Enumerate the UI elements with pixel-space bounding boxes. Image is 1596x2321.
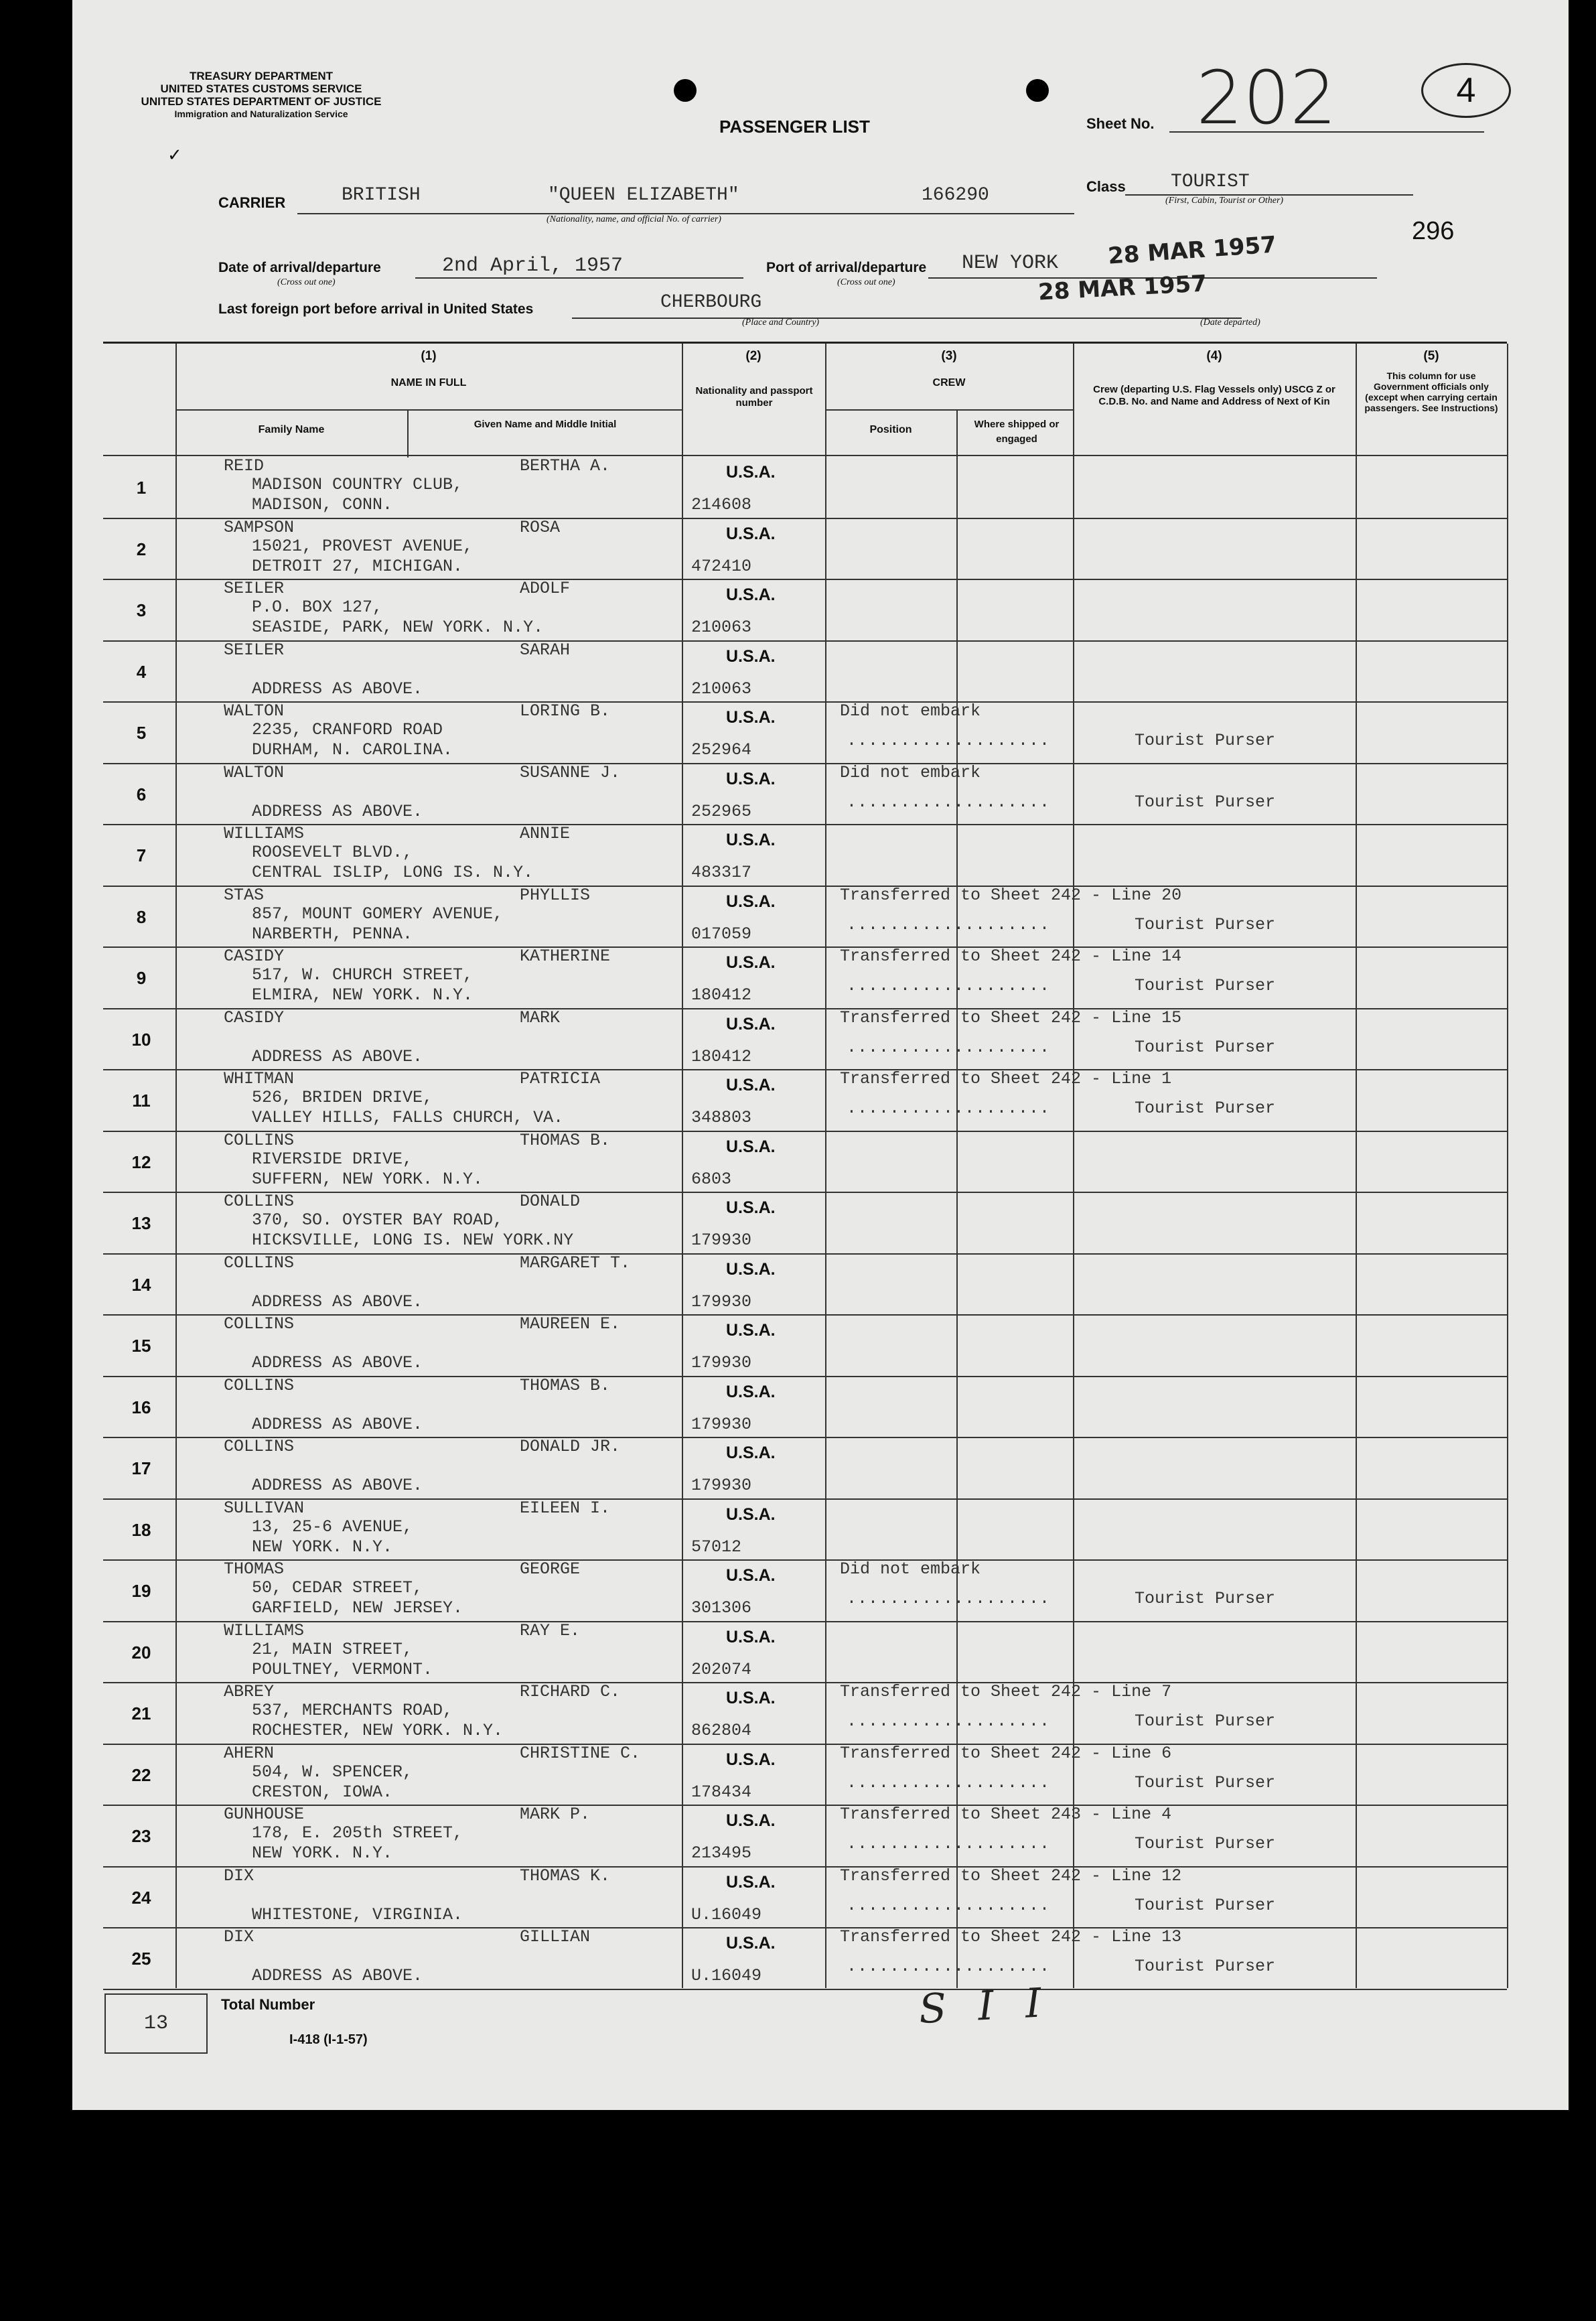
address-line: P.O. BOX 127, [252,597,383,617]
passport-number: 252964 [691,740,752,760]
sheet-number: 202 [1196,55,1337,141]
last-port-label: Last foreign port before arrival in United States [218,301,534,317]
nationality: U.S.A. [726,1811,776,1830]
address-line: NEW YORK. N.Y. [252,1843,393,1863]
passport-number: 301306 [691,1598,752,1618]
carrier-number: 166290 [922,185,989,206]
line-number: 21 [131,1703,151,1724]
nationality: U.S.A. [726,1750,776,1769]
address-line: NEW YORK. N.Y. [252,1537,393,1557]
signature: S I I [918,1979,1052,2034]
family-name: COLLINS [224,1437,295,1456]
table-row [103,456,1507,519]
table-row [103,1866,1507,1929]
family-name: GUNHOUSE [224,1805,305,1824]
port-caption: (Cross out one) [837,277,895,287]
address-line: 50, CEDAR STREET, [252,1578,423,1598]
col-header: This column for use Government officials only (except when carrying certain passengers. See Instructions) [1364,370,1498,413]
address-line: DURHAM, N. CAROLINA. [252,740,453,760]
family-name: SULLIVAN [224,1498,305,1518]
line-number: 22 [131,1764,151,1785]
family-name: SEILER [224,579,285,598]
purser-note: Tourist Purser [1135,1957,1276,1976]
family-name: WHITMAN [224,1069,295,1088]
form-number: I-418 (I-1-57) [289,2032,368,2047]
agency-line: UNITED STATES CUSTOMS SERVICE [160,82,362,95]
given-name: EILEEN I. [520,1498,611,1518]
given-name: DONALD JR. [520,1437,621,1456]
passport-number: 180412 [691,985,752,1005]
line-number: 8 [136,906,147,927]
line-number: 4 [136,661,147,682]
passport-number: 210063 [691,679,752,699]
family-name: WALTON [224,762,285,782]
line-number: 20 [131,1642,151,1663]
given-name: PHYLLIS [520,885,591,905]
dotted-leader: ................... [847,1099,1051,1118]
given-name: ANNIE [520,824,571,843]
nationality: U.S.A. [726,524,776,543]
col-header: Given Name and Middle Initial [474,419,617,430]
given-name: MARK P. [520,1805,591,1824]
agency-line: TREASURY DEPARTMENT [189,70,334,82]
family-name: WILLIAMS [224,1620,305,1640]
line-number: 2 [136,539,147,559]
given-name: SUSANNE J. [520,762,621,782]
address-line: 13, 25-6 AVENUE, [252,1517,413,1537]
dotted-leader: ................... [847,1834,1051,1853]
given-name: GILLIAN [520,1927,591,1947]
crew-note: Transferred to Sheet 243 - Line 4 [840,1805,1172,1824]
family-name: COLLINS [224,1130,295,1150]
passport-number: U.16049 [691,1904,762,1924]
passport-number: 483317 [691,863,752,882]
address-line: HICKSVILLE, LONG IS. NEW YORK.NY [252,1230,574,1250]
table-row [103,1927,1507,1990]
crew-note: Did not embark [840,762,981,782]
nationality: U.S.A. [726,1321,776,1340]
passport-number: 214608 [691,495,752,514]
table-row [103,1559,1507,1622]
table-row [103,886,1507,948]
family-name: CASIDY [224,1007,285,1028]
total-label: Total Number [221,1996,315,2013]
address-line: CENTRAL ISLIP, LONG IS. N.Y. [252,863,534,882]
crew-note: Transferred to Sheet 242 - Line 20 [840,885,1182,905]
line-number: 15 [131,1336,151,1356]
crew-note: Transferred to Sheet 242 - Line 13 [840,1927,1182,1947]
nationality: U.S.A. [726,1504,776,1524]
table-row [103,1621,1507,1684]
purser-note: Tourist Purser [1135,1895,1276,1915]
given-name: KATHERINE [520,946,611,966]
family-name: CASIDY [224,946,285,966]
given-name: THOMAS K. [520,1866,611,1886]
address-line: CRESTON, IOWA. [252,1782,393,1802]
nationality: U.S.A. [726,1382,776,1401]
address-line: WHITESTONE, VIRGINIA. [252,1904,463,1924]
punch-hole [1026,79,1049,102]
passport-number: 472410 [691,556,752,576]
last-port-caption: (Place and Country) [742,318,820,328]
address-line: 537, MERCHANTS ROAD, [252,1701,453,1720]
passport-number: 202074 [691,1659,752,1679]
table-row [103,579,1507,642]
dotted-leader: ................... [847,1957,1051,1976]
class-label: Class [1086,178,1126,195]
dotted-leader: ................... [847,731,1051,750]
purser-note: Tourist Purser [1135,1834,1276,1853]
purser-note: Tourist Purser [1135,1099,1276,1118]
address-line: MADISON, CONN. [252,495,393,514]
col-header: Crew (departing U.S. Flag Vessels only) USCG Z or C.D.B. No. and Name and Address of Next of Kin [1093,384,1335,407]
passport-number: 180412 [691,1046,752,1066]
purser-note: Tourist Purser [1135,914,1276,934]
family-name: REID [224,456,265,476]
line-number: 6 [136,784,147,804]
crew-note: Transferred to Sheet 242 - Line 1 [840,1069,1172,1088]
dotted-leader: ................... [847,1895,1051,1915]
address-line: ADDRESS AS ABOVE. [252,679,423,699]
col-header: Where shipped or engaged [974,419,1060,445]
purser-note: Tourist Purser [1135,792,1276,812]
passport-number: 178434 [691,1782,752,1802]
family-name: COLLINS [224,1192,295,1211]
address-line: GARFIELD, NEW JERSEY. [252,1598,463,1618]
family-name: DIX [224,1866,255,1886]
date-stamp: 28 MAR 1957 [1106,231,1278,270]
divider [825,409,1073,411]
family-name: WILLIAMS [224,824,305,843]
address-line: POULTNEY, VERMONT. [252,1659,433,1679]
date-value: 2nd April, 1957 [442,255,624,277]
purser-note: Tourist Purser [1135,976,1276,995]
nationality: U.S.A. [726,1198,776,1217]
date-stamp: 28 MAR 1957 [1037,270,1208,306]
total-value: 13 [143,2012,168,2035]
family-name: COLLINS [224,1375,295,1395]
family-name: COLLINS [224,1314,295,1334]
last-port-underline [572,318,1242,319]
line-number: 9 [136,968,147,988]
passport-number: 179930 [691,1353,752,1373]
carrier-label: CARRIER [218,194,286,211]
nationality: U.S.A. [726,953,776,972]
check-mark: ✓ [167,145,182,165]
address-line: ADDRESS AS ABOVE. [252,1414,423,1434]
given-name: LORING B. [520,701,611,721]
passport-number: 179930 [691,1230,752,1250]
line-number: 24 [131,1887,151,1908]
given-name: ROSA [520,517,561,537]
dotted-leader: ................... [847,914,1051,934]
col-header: Family Name [258,424,325,435]
line-number: 3 [136,600,147,620]
table-row [103,1069,1507,1132]
purser-note: Tourist Purser [1135,731,1276,750]
dotted-leader: ................... [847,1589,1051,1608]
date-departed-caption: (Date departed) [1200,318,1260,328]
sheet-label: Sheet No. [1086,115,1155,132]
col-header: (4) [1206,349,1222,363]
family-name: SEILER [224,640,285,660]
crew-note: Transferred to Sheet 242 - Line 12 [840,1866,1182,1886]
address-line: DETROIT 27, MICHIGAN. [252,556,463,576]
nationality: U.S.A. [726,585,776,604]
line-number: 14 [131,1274,151,1295]
nationality: U.S.A. [726,1627,776,1646]
nationality: U.S.A. [726,892,776,911]
given-name: BERTHA A. [520,456,611,476]
punch-hole [674,79,697,102]
side-number: 296 [1412,217,1455,245]
family-name: COLLINS [224,1253,295,1273]
line-number: 5 [136,723,147,743]
nationality: U.S.A. [726,1444,776,1462]
date-caption: (Cross out one) [277,277,336,287]
passport-number: 179930 [691,1476,752,1495]
passport-number: 213495 [691,1843,752,1863]
dotted-leader: ................... [847,1772,1051,1792]
agency-line: Immigration and Naturalization Service [174,109,348,119]
line-number: 13 [131,1213,151,1233]
given-name: SARAH [520,640,571,660]
table-row [103,1253,1507,1316]
col-header: NAME IN FULL [390,377,467,389]
table-row [103,701,1507,764]
crew-note: Transferred to Sheet 242 - Line 6 [840,1743,1172,1763]
address-line: 857, MOUNT GOMERY AVENUE, [252,904,504,924]
address-line: 21, MAIN STREET, [252,1639,413,1659]
circled-number: 4 [1421,63,1511,118]
col-header: (2) [745,349,761,363]
line-number: 25 [131,1949,151,1969]
address-line: 504, W. SPENCER, [252,1762,413,1782]
passenger-table [103,342,1507,1988]
purser-note: Tourist Purser [1135,1772,1276,1792]
address-line: ROOSEVELT BLVD., [252,843,413,862]
given-name: THOMAS B. [520,1130,611,1150]
table-row [103,1376,1507,1439]
line-number: 16 [131,1397,151,1417]
nationality: U.S.A. [726,708,776,727]
given-name: ADOLF [520,579,571,598]
line-number: 17 [131,1458,151,1478]
dotted-leader: ................... [847,1037,1051,1057]
table-row [103,1682,1507,1745]
col-header: (3) [941,349,957,363]
given-name: CHRISTINE C. [520,1743,641,1763]
address-line: 178, E. 205th STREET, [252,1823,463,1843]
address-line: 526, BRIDEN DRIVE, [252,1088,433,1107]
agency-block [121,70,402,121]
col-header: CREW [932,377,966,389]
nationality: U.S.A. [726,831,776,849]
address-line: ADDRESS AS ABOVE. [252,1046,423,1066]
crew-note: Transferred to Sheet 242 - Line 15 [840,1007,1182,1028]
address-line: ELMIRA, NEW YORK. N.Y. [252,985,474,1005]
given-name: THOMAS B. [520,1375,611,1395]
line-number: 23 [131,1826,151,1846]
address-line: SUFFERN, NEW YORK. N.Y. [252,1169,484,1189]
nationality: U.S.A. [726,769,776,788]
nationality: U.S.A. [726,646,776,666]
divider [175,409,682,411]
given-name: MARK [520,1007,561,1028]
address-line: ADDRESS AS ABOVE. [252,801,423,821]
col-header: Position [869,424,912,435]
carrier-caption: (Nationality, name, and official No. of carrier) [547,214,721,224]
address-line: SEASIDE, PARK, NEW YORK. N.Y. [252,618,544,637]
table-row [103,640,1507,703]
nationality: U.S.A. [726,1137,776,1156]
carrier-name: "QUEEN ELIZABETH" [548,185,739,206]
crew-note: Transferred to Sheet 242 - Line 7 [840,1682,1172,1701]
table-row [103,1744,1507,1807]
family-name: WALTON [224,701,285,721]
class-caption: (First, Cabin, Tourist or Other) [1165,196,1284,206]
purser-note: Tourist Purser [1135,1711,1276,1731]
table-row [103,946,1507,1009]
last-port-value: CHERBOURG [660,292,762,313]
passport-number: U.16049 [691,1966,762,1985]
crew-note: Transferred to Sheet 242 - Line 14 [840,946,1182,966]
col-header: (5) [1423,349,1439,363]
family-name: AHERN [224,1743,275,1763]
nationality: U.S.A. [726,1934,776,1953]
passport-number: 179930 [691,1291,752,1312]
line-number: 10 [131,1029,151,1050]
purser-note: Tourist Purser [1135,1037,1276,1057]
passport-number: 210063 [691,618,752,637]
address-line: ADDRESS AS ABOVE. [252,1353,423,1373]
address-line: 517, W. CHURCH STREET, [252,965,474,985]
table-row [103,1805,1507,1868]
passport-number: 179930 [691,1414,752,1434]
table-row [103,763,1507,826]
line-number: 7 [136,845,147,865]
nationality: U.S.A. [726,1566,776,1585]
table-row [103,824,1507,887]
line-number: 19 [131,1581,151,1601]
address-line: MADISON COUNTRY CLUB, [252,475,463,494]
table-row [103,1192,1507,1255]
given-name: MARGARET T. [520,1253,631,1273]
line-number: 12 [131,1151,151,1172]
address-line: RIVERSIDE DRIVE, [252,1149,413,1169]
table-row [103,1437,1507,1500]
given-name: DONALD [520,1192,581,1211]
agency-line: UNITED STATES DEPARTMENT OF JUSTICE [141,95,382,108]
address-line: NARBERTH, PENNA. [252,924,413,944]
nationality: U.S.A. [726,1689,776,1707]
passport-number: 6803 [691,1169,732,1189]
table-row [103,518,1507,581]
form-title: PASSENGER LIST [719,117,870,137]
family-name: STAS [224,885,265,905]
dotted-leader: ................... [847,976,1051,995]
passport-number: 252965 [691,801,752,821]
address-line: 2235, CRANFORD ROAD [252,720,443,740]
col-header: (1) [421,349,437,363]
address-line: ADDRESS AS ABOVE. [252,1966,423,1985]
crew-note: Did not embark [840,701,981,721]
passport-number: 57012 [691,1537,742,1557]
nationality: U.S.A. [726,1872,776,1892]
line-number: 1 [136,478,147,498]
family-name: ABREY [224,1682,275,1701]
address-line: 370, SO. OYSTER BAY ROAD, [252,1210,504,1230]
carrier-nationality: BRITISH [342,185,421,206]
given-name: RICHARD C. [520,1682,621,1701]
address-line: VALLEY HILLS, FALLS CHURCH, VA. [252,1108,564,1127]
nationality: U.S.A. [726,1259,776,1279]
total-box [104,1993,208,2054]
passport-number: 862804 [691,1721,752,1740]
nationality: U.S.A. [726,463,776,482]
col-header: Nationality and passport number [695,385,813,409]
nationality: U.S.A. [726,1014,776,1034]
family-name: DIX [224,1927,255,1947]
nationality: U.S.A. [726,1076,776,1095]
crew-note: Did not embark [840,1559,981,1579]
dotted-leader: ................... [847,792,1051,812]
table-row [103,1314,1507,1377]
family-name: SAMPSON [224,517,295,537]
table-row [103,1498,1507,1561]
port-value: NEW YORK [962,252,1059,275]
class-value: TOURIST [1171,171,1250,192]
passport-number: 348803 [691,1108,752,1127]
col-divider [407,411,409,458]
given-name: PATRICIA [520,1069,601,1088]
port-label: Port of arrival/departure [766,260,927,275]
line-number: 18 [131,1519,151,1540]
address-line: ADDRESS AS ABOVE. [252,1291,423,1312]
given-name: MAUREEN E. [520,1314,621,1334]
address-line: 15021, PROVEST AVENUE, [252,536,474,556]
date-label: Date of arrival/departure [218,260,381,275]
table-row [103,1008,1507,1071]
given-name: GEORGE [520,1559,581,1579]
line-number: 11 [132,1091,151,1111]
given-name: RAY E. [520,1620,581,1640]
col-divider [1507,344,1508,1988]
date-underline [415,277,743,279]
table-row [103,1131,1507,1194]
family-name: THOMAS [224,1559,285,1579]
address-line: ROCHESTER, NEW YORK. N.Y. [252,1721,504,1740]
passport-number: 017059 [691,924,752,944]
address-line: ADDRESS AS ABOVE. [252,1476,423,1495]
purser-note: Tourist Purser [1135,1589,1276,1608]
dotted-leader: ................... [847,1711,1051,1731]
